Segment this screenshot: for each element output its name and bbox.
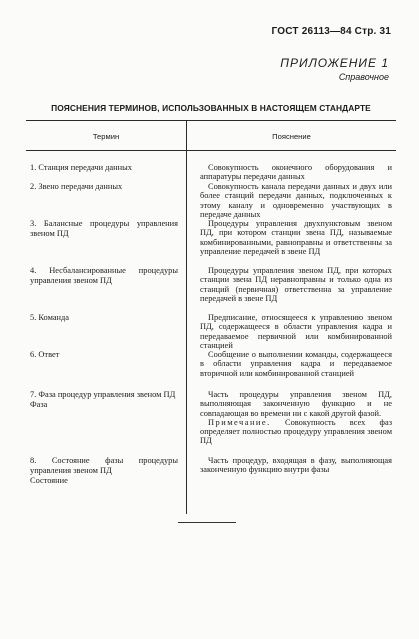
term-8-short: Состояние: [30, 475, 68, 485]
table-header-rule: [26, 150, 396, 151]
column-header-definition: Пояснение: [272, 132, 311, 141]
appendix-subtitle: Справочное: [338, 72, 389, 82]
definition-3: Процедуры управления двухпунктовым звеном ПД, при котором станции звена ПД, называемые комбинированными, равноправны и ответственны за управление передачей в звене ПД: [200, 219, 392, 256]
term-7: 7. Фаза процедур управления звеном ПД Фаза: [30, 390, 178, 410]
note-label: Примечание.: [208, 417, 271, 427]
end-rule: [178, 522, 236, 523]
definition-6: Сообщение о выполнении команды, содержащееся в области управления кадра и передаваемое вторичной или комбинированной станцией: [200, 350, 392, 378]
definition-4: Процедуры управления звеном ПД, при которых станции звена ПД неравноправны и только одна из станций (первичная) ответственна за управление передачей в звене ПД: [200, 266, 392, 303]
definition-8: Часть процедур, входящая в фазу, выполняющая законченную функцию внутри фазы: [200, 456, 392, 475]
term-2: 2. Звено передачи данных: [30, 182, 123, 191]
definition-5: Предписание, относящееся к управлению звеном ПД, содержащееся в области управления кадра и передаваемое первичной или комбинированной станцией: [200, 313, 392, 350]
document-title: ПОЯСНЕНИЯ ТЕРМИНОВ, ИСПОЛЬЗОВАННЫХ В НАСТОЯЩЕМ СТАНДАРТЕ: [51, 103, 371, 113]
definition-1: Совокупность оконечного оборудования и аппаратуры передачи данных: [200, 163, 392, 182]
definition-2: Совокупность канала передачи данных и двух или более станций передачи данных, подключенных к этому каналу и одновременно участвующих в передаче данных: [200, 182, 392, 219]
page-header: ГОСТ 26113—84 Стр. 31: [271, 26, 391, 37]
term-1: 1. Станция передачи данных: [30, 163, 132, 172]
term-7-short: Фаза: [30, 399, 48, 409]
term-6: 6. Ответ: [30, 350, 60, 359]
column-header-term: Термин: [92, 132, 120, 141]
table-top-rule: [26, 120, 396, 121]
term-3: 3. Балансные процедуры управления звеном ПД: [30, 219, 178, 238]
term-5: 5. Команда: [30, 313, 69, 322]
note-text: Совокупность всех фаз определяет полностью процедуру управления звеном ПД: [200, 417, 392, 446]
appendix-title: ПРИЛОЖЕНИЕ 1: [280, 56, 389, 70]
note: [200, 418, 392, 446]
column-divider: [186, 120, 187, 514]
term-4: 4. Несбалансированные процедуры управления звеном ПД: [30, 266, 178, 285]
term-8: 8. Состояние фазы процедуры управления звеном ПД Состояние: [30, 456, 178, 485]
definition-7: Часть процедуры управления звеном ПД, выполняющая законченную функцию и не совпадающая во времени ни с какой другой фазой. Примечание. Совокупность всех фаз определяет полностью процедуру управления звеном ПД: [200, 390, 392, 446]
appendix-heading: [280, 56, 389, 82]
